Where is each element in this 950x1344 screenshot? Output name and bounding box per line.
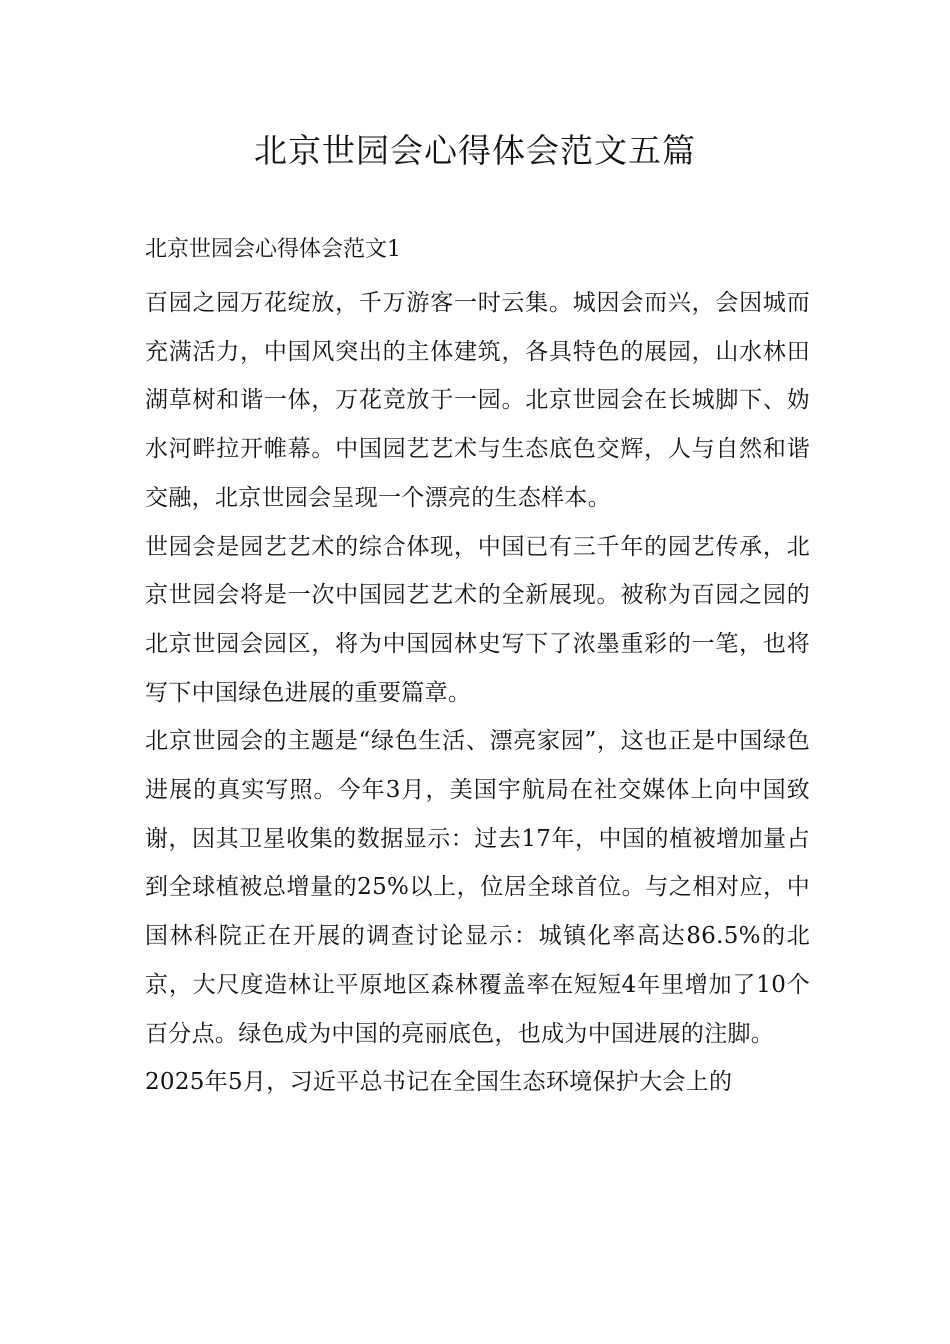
paragraph: 百园之园万花绽放，千万游客一时云集。城因会而兴，会因城而充满活力，中国风突出的主体建筑，各具特色的展园，山水林田湖草树和谐一体，万花竞放于一园。北京世园会在长城脚下、妫水河畔拉开帷幕。中国园艺艺术与生态底色交辉，人与自然和谐交融，北京世园会呈现一个漂亮的生态样本。 bbox=[145, 290, 810, 511]
paragraph: 世园会是园艺艺术的综合体现，中国已有三千年的园艺传承，北京世园会将是一次中国园艺艺术的全新展现。被称为百园之园的北京世园会园区，将为中国园林史写下了浓墨重彩的一笔，也将写下中国绿色进展的重要篇章。 bbox=[145, 533, 810, 706]
document-title: 北京世园会心得体会范文五篇 bbox=[254, 131, 696, 170]
paragraph: 2025年5月，习近平总书记在全国生态环境保护大会上的 bbox=[145, 1069, 733, 1096]
document-body bbox=[145, 279, 810, 1107]
paragraph: 北京世园会的主题是“绿色生活、漂亮家园”，这也正是中国绿色进展的真实写照。今年3月，美国宇航局在社交媒体上向中国致谢，因其卫星收集的数据显示：过去17年，中国的植被增加量占到全球植被总增量的25%以上，位居全球首位。与之相对应，中国林科院正在开展的调查讨论显示：城镇化率高达86.5%的北京，大尺度造林让平原地区森林覆盖率在短短4年里增加了10个百分点。绿色成为中国的亮丽底色，也成为中国进展的注脚。 bbox=[145, 728, 810, 1047]
section-heading: 北京世园会心得体会范文1 bbox=[145, 237, 401, 262]
